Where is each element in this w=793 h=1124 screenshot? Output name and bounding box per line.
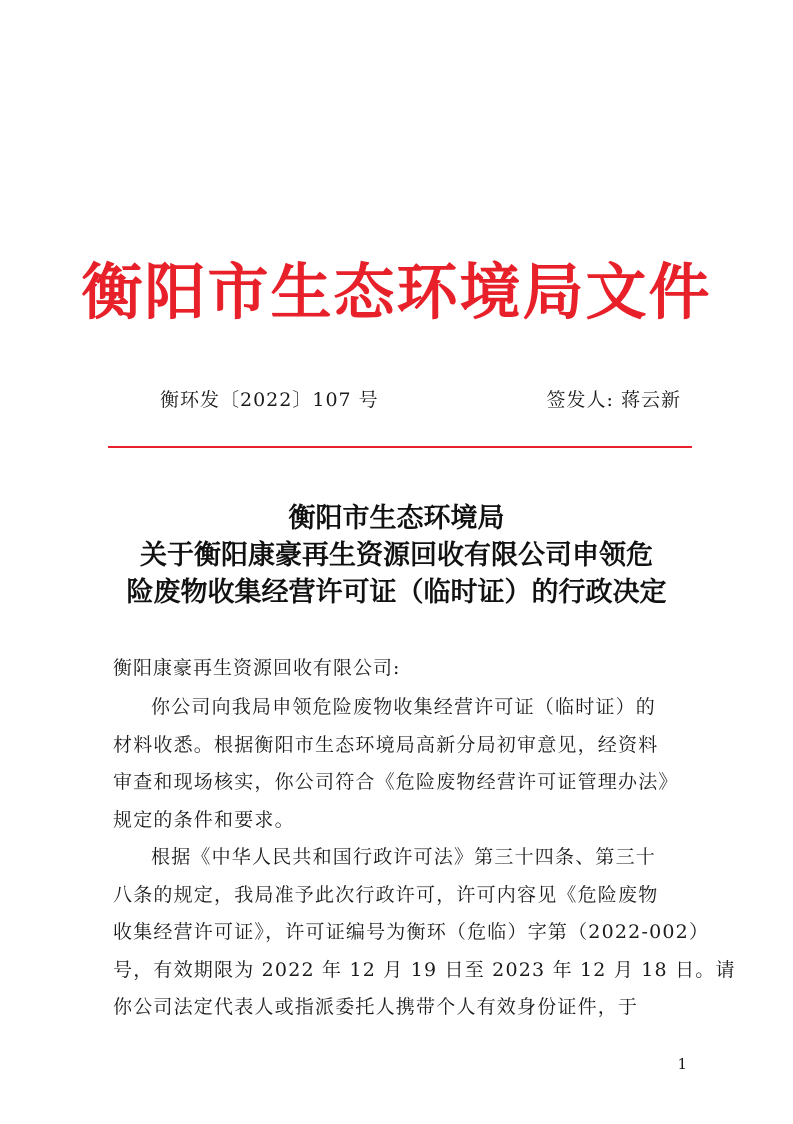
paragraph-line: 八条的规定，我局准予此次行政许可，许可内容见《危险废物	[113, 883, 659, 906]
paragraph-line: 你公司法定代表人或指派委托人携带个人有效身份证件，于	[113, 996, 639, 1018]
salutation: 衡阳康豪再生资源回收有限公司:	[113, 657, 401, 679]
paragraph-line: 规定的条件和要求。	[113, 808, 295, 831]
paragraph-line: 号，有效期限为 2022 年 12 月 19 日至 2023 年 12 月 18 日。请	[113, 958, 736, 981]
title-line: 关于衡阳康豪再生资源回收有限公司申领危	[140, 540, 653, 571]
red-divider-line	[108, 446, 692, 448]
paragraph-line: 你公司向我局申领危险废物收集经营许可证（临时证）的	[151, 696, 657, 718]
org-header-title: 衡阳市生态环境局文件	[81, 257, 712, 328]
signer-label: 签发人: 蒋云新	[546, 389, 681, 411]
document-number: 衡环发〔2022〕107 号	[160, 389, 379, 411]
paragraph-line: 根据《中华人民共和国行政许可法》第三十四条、第三十	[151, 846, 657, 868]
paragraph-line: 审查和现场核实，你公司符合《危险废物经营许可证管理办法》	[113, 771, 679, 793]
page-number: 1	[677, 1055, 687, 1073]
document-body	[113, 689, 736, 1027]
document-title	[0, 500, 793, 611]
paragraph-line: 收集经营许可证》，许可证编号为衡环（危临）字第（2022-002）	[113, 921, 710, 943]
title-line: 险废物收集经营许可证（临时证）的行政决定	[126, 577, 667, 608]
paragraph-line: 材料收悉。根据衡阳市生态环境局高新分局初审意见，经资料	[113, 733, 659, 756]
title-line: 衡阳市生态环境局	[288, 503, 505, 534]
